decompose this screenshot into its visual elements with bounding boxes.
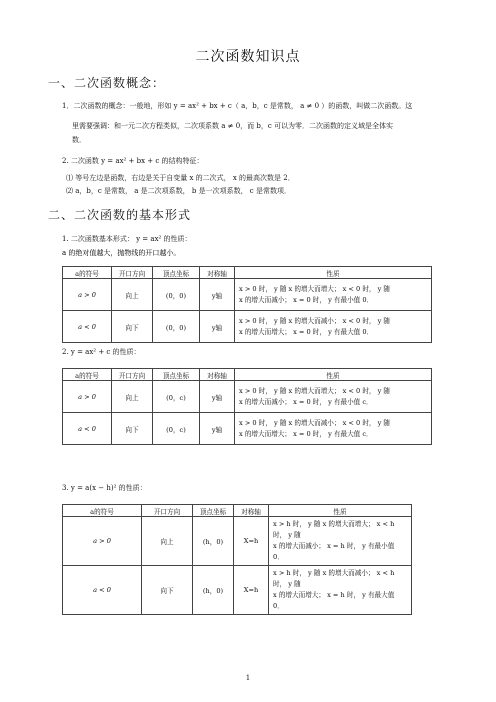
structure-item1: ⑴ 等号左边是函数，右边是关于自变量 x 的二次式， x 的最高次数是 2． (66, 174, 295, 182)
concept-line2: 里需要强调：和一元二次方程类似，二次项系数 a ≠ 0，而 b，c 可以为零．二次函数的定义域是全体实 (72, 122, 394, 130)
section1-heading: 一、二次函数概念： (48, 76, 166, 90)
axis-cell: y轴 (200, 279, 235, 311)
sign-cell: a < 0 (63, 311, 112, 343)
direction-cell: 向上 (112, 381, 153, 413)
direction-cell: 向下 (142, 566, 193, 615)
structure-heading: 2. 二次函数 y = ax² + bx + c 的结构特征： (62, 157, 204, 165)
direction-cell: 向下 (112, 311, 153, 343)
sign-cell: a > 0 (63, 517, 142, 566)
vertex-cell: (0，c) (153, 381, 200, 413)
property-line: x 的增大而增大； x = 0 时， y 有最大值 c． (239, 429, 373, 438)
form3-heading: 3. y = a(x − h)² 的性质： (62, 484, 147, 492)
property-line: x 的增大而增大； x = 0 时， y 有最大值 0． (239, 327, 374, 336)
table-form2 (62, 368, 432, 445)
property-line: x 的增大而增大； x = h 时， y 有最大值 0． (273, 591, 395, 610)
header-axis: 对称轴 (200, 267, 235, 279)
header-property: 性质 (235, 369, 432, 381)
vertex-cell: (0，0) (153, 311, 200, 343)
axis-cell: y轴 (200, 311, 235, 343)
page-number: 1 (245, 674, 251, 682)
header-property: 性质 (269, 505, 412, 517)
structure-item2: ⑵ a，b，c 是常数， a 是二次项系数， b 是一次项系数， c 是常数项． (66, 187, 291, 195)
table-row (63, 279, 432, 311)
table-row (63, 413, 432, 445)
sign-cell: a > 0 (63, 279, 112, 311)
form2-heading: 2. y = ax² + c 的性质： (62, 348, 141, 356)
table-row (63, 381, 432, 413)
axis-cell: X=h (234, 566, 269, 615)
header-axis: 对称轴 (234, 505, 269, 517)
table-form3 (62, 504, 412, 615)
table-row (63, 311, 432, 343)
property-line: x > 0 时， y 随 x 的增大而增大； x < 0 时， y 随 (239, 386, 391, 395)
property-line: x 的增大而减小； x = h 时， y 有最小值 0． (273, 542, 395, 561)
direction-cell: 向上 (142, 517, 193, 566)
section2-heading: 二、二次函数的基本形式 (48, 208, 192, 222)
header-direction: 开口方向 (112, 369, 153, 381)
direction-cell: 向下 (112, 413, 153, 445)
header-vertex: 顶点坐标 (153, 267, 200, 279)
vertex-cell: (h，0) (193, 566, 234, 615)
property-line: x > 0 时， y 随 x 的增大而减小； x < 0 时， y 随 (239, 418, 391, 427)
header-direction: 开口方向 (142, 505, 193, 517)
sign-cell: a < 0 (63, 413, 112, 445)
vertex-cell: (0，0) (153, 279, 200, 311)
page-title: 二次函数知识点 (195, 49, 301, 65)
property-line: x > h 时， y 随 x 的增大而减小； x < h 时， y 随 (273, 569, 395, 588)
property-cell (269, 517, 412, 566)
header-axis: 对称轴 (200, 369, 235, 381)
axis-cell: y轴 (200, 413, 235, 445)
direction-cell: 向上 (112, 279, 153, 311)
property-line: x > h 时， y 随 x 的增大而增大； x < h 时， y 随 (273, 520, 395, 539)
header-sign: a的符号 (63, 267, 112, 279)
concept-line3: 数． (72, 136, 86, 144)
header-vertex: 顶点坐标 (153, 369, 200, 381)
sign-cell: a > 0 (63, 381, 112, 413)
concept-line1: 1．二次函数的概念：一般地，形如 y = ax² + bx + c（ a，b，c 是常数， a ≠ 0 ）的函数，叫做二次函数。这 (62, 102, 413, 110)
table-row (63, 517, 412, 566)
property-line: x > 0 时， y 随 x 的增大而减小； x < 0 时， y 随 (239, 316, 391, 325)
axis-cell: X=h (234, 517, 269, 566)
property-line: x 的增大而减小； x = 0 时， y 有最小值 0． (239, 295, 374, 304)
property-cell (235, 311, 432, 343)
vertex-cell: (h，0) (193, 517, 234, 566)
header-sign: a的符号 (63, 505, 142, 517)
vertex-cell: (0，c) (153, 413, 200, 445)
width-note: a 的绝对值越大，抛物线的开口越小。 (62, 249, 181, 257)
property-cell (235, 413, 432, 445)
header-direction: 开口方向 (112, 267, 153, 279)
sign-cell: a < 0 (63, 566, 142, 615)
property-cell (269, 566, 412, 615)
axis-cell: y轴 (200, 381, 235, 413)
table-row (63, 566, 412, 615)
header-property: 性质 (235, 267, 432, 279)
property-cell (235, 381, 432, 413)
property-line: x > 0 时， y 随 x 的增大而增大； x < 0 时， y 随 (239, 284, 391, 293)
header-sign: a的符号 (63, 369, 112, 381)
property-line: x 的增大而减小； x = 0 时， y 有最小值 c． (239, 397, 373, 406)
table-form1 (62, 266, 432, 343)
form1-heading: 1. 二次函数基本形式： y = ax² 的性质： (62, 235, 192, 243)
header-vertex: 顶点坐标 (193, 505, 234, 517)
property-cell (235, 279, 432, 311)
